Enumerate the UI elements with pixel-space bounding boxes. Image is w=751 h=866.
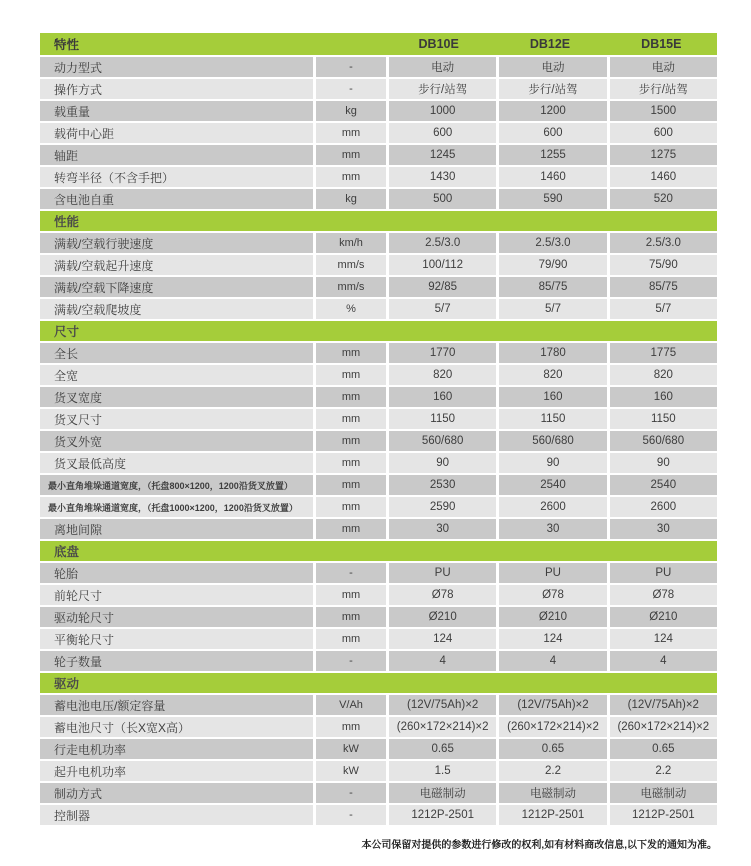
spec-row [40, 79, 717, 99]
spec-value-db15e: 4 [610, 651, 717, 671]
header-model-db10e: DB10E [418, 37, 459, 51]
spec-value-db10e: 30 [389, 519, 496, 539]
spec-row [40, 233, 717, 253]
spec-label: 最小直角堆垛通道宽度，（托盘800×1200，1200沿货叉放置） [40, 475, 313, 495]
spec-value-db15e: 85/75 [610, 277, 717, 297]
spec-value-db10e: 2.5/3.0 [389, 233, 496, 253]
spec-label: 平衡轮尺寸 [40, 629, 313, 649]
spec-row [40, 145, 717, 165]
header-unit-spacer [313, 33, 383, 55]
spec-value-db10e: 0.65 [389, 739, 496, 759]
spec-unit: % [316, 299, 386, 319]
spec-label: 行走电机功率 [40, 739, 313, 759]
spec-value-db15e: 5/7 [610, 299, 717, 319]
spec-value-db10e: 560/680 [389, 431, 496, 451]
spec-row [40, 717, 717, 737]
spec-value-db10e: 电磁制动 [389, 783, 496, 803]
spec-row [40, 563, 717, 583]
spec-value-db12e: 电磁制动 [499, 783, 606, 803]
spec-value-db12e: 590 [499, 189, 606, 209]
spec-value-db10e: 90 [389, 453, 496, 473]
spec-row [40, 761, 717, 781]
spec-unit: - [316, 783, 386, 803]
spec-value-db10e: 1430 [389, 167, 496, 187]
spec-value-db15e: 160 [610, 387, 717, 407]
table-header-row [40, 33, 717, 55]
spec-row [40, 365, 717, 385]
spec-value-db10e: (260×172×214)×2 [389, 717, 496, 737]
spec-value-db12e: 600 [499, 123, 606, 143]
spec-unit: - [316, 79, 386, 99]
spec-value-db12e: 步行/站驾 [499, 79, 606, 99]
spec-row [40, 167, 717, 187]
spec-value-db15e: 520 [610, 189, 717, 209]
spec-row [40, 277, 717, 297]
spec-value-db15e: 2540 [610, 475, 717, 495]
section-header-drive: 驱动 [40, 673, 717, 693]
spec-value-db10e: 1.5 [389, 761, 496, 781]
spec-value-db15e: 1212P-2501 [610, 805, 717, 825]
spec-value-db12e: 820 [499, 365, 606, 385]
spec-value-db10e: 820 [389, 365, 496, 385]
spec-value-db15e: 820 [610, 365, 717, 385]
spec-value-db15e: (260×172×214)×2 [610, 717, 717, 737]
spec-label: 动力型式 [40, 57, 313, 77]
spec-value-db15e: 1500 [610, 101, 717, 121]
spec-unit: mm [316, 519, 386, 539]
spec-value-db15e: 600 [610, 123, 717, 143]
spec-value-db10e: 2590 [389, 497, 496, 517]
spec-value-db12e: 1255 [499, 145, 606, 165]
spec-unit: kW [316, 761, 386, 781]
spec-value-db15e: 124 [610, 629, 717, 649]
spec-value-db15e: Ø210 [610, 607, 717, 627]
spec-row [40, 101, 717, 121]
spec-row [40, 387, 717, 407]
spec-value-db12e: 2.5/3.0 [499, 233, 606, 253]
spec-row [40, 739, 717, 759]
spec-label: 最小直角堆垛通道宽度，（托盘1000×1200，1200沿货叉放置） [40, 497, 313, 517]
spec-unit: mm [316, 167, 386, 187]
spec-value-db10e: 160 [389, 387, 496, 407]
spec-value-db15e: 75/90 [610, 255, 717, 275]
spec-value-db15e: 电磁制动 [610, 783, 717, 803]
spec-value-db12e: 160 [499, 387, 606, 407]
spec-value-db12e: (260×172×214)×2 [499, 717, 606, 737]
spec-unit: mm [316, 431, 386, 451]
spec-value-db12e: 2.2 [499, 761, 606, 781]
spec-row [40, 607, 717, 627]
spec-table [40, 33, 717, 827]
section-header-chassis: 底盘 [40, 541, 717, 561]
spec-value-db12e: 0.65 [499, 739, 606, 759]
spec-unit: - [316, 57, 386, 77]
spec-value-db10e: 5/7 [389, 299, 496, 319]
spec-value-db12e: 1460 [499, 167, 606, 187]
spec-value-db15e: 1275 [610, 145, 717, 165]
spec-value-db15e: (12V/75Ah)×2 [610, 695, 717, 715]
spec-row [40, 299, 717, 319]
spec-value-db10e: 500 [389, 189, 496, 209]
spec-value-db10e: 92/85 [389, 277, 496, 297]
spec-value-db15e: 560/680 [610, 431, 717, 451]
spec-unit: kg [316, 101, 386, 121]
spec-row [40, 409, 717, 429]
spec-value-db15e: 0.65 [610, 739, 717, 759]
spec-row [40, 343, 717, 363]
spec-value-db10e: 步行/站驾 [389, 79, 496, 99]
spec-value-db12e: 5/7 [499, 299, 606, 319]
spec-unit: - [316, 651, 386, 671]
spec-row [40, 629, 717, 649]
spec-value-db15e: 1775 [610, 343, 717, 363]
spec-row [40, 695, 717, 715]
spec-label: 转弯半径（不含手把） [40, 167, 313, 187]
spec-value-db12e: 1200 [499, 101, 606, 121]
spec-value-db10e: (12V/75Ah)×2 [389, 695, 496, 715]
spec-value-db15e: 1150 [610, 409, 717, 429]
spec-row [40, 255, 717, 275]
spec-row [40, 475, 717, 495]
spec-value-db15e: 电动 [610, 57, 717, 77]
spec-value-db10e: 2530 [389, 475, 496, 495]
spec-row [40, 189, 717, 209]
header-model-db15e: DB15E [641, 37, 682, 51]
spec-value-db12e: (12V/75Ah)×2 [499, 695, 606, 715]
spec-row [40, 431, 717, 451]
spec-value-db15e: 步行/站驾 [610, 79, 717, 99]
spec-value-db12e: 79/90 [499, 255, 606, 275]
spec-label: 前轮尺寸 [40, 585, 313, 605]
spec-unit: mm [316, 409, 386, 429]
spec-value-db15e: Ø78 [610, 585, 717, 605]
spec-label: 全宽 [40, 365, 313, 385]
spec-unit: mm [316, 585, 386, 605]
spec-value-db12e: Ø78 [499, 585, 606, 605]
spec-value-db10e: 1245 [389, 145, 496, 165]
spec-value-db15e: 2.2 [610, 761, 717, 781]
spec-unit: mm [316, 629, 386, 649]
spec-label: 离地间隙 [40, 519, 313, 539]
spec-value-db10e: 1770 [389, 343, 496, 363]
spec-value-db10e: 1150 [389, 409, 496, 429]
spec-label: 起升电机功率 [40, 761, 313, 781]
spec-unit: km/h [316, 233, 386, 253]
spec-label: 含电池自重 [40, 189, 313, 209]
spec-unit: mm [316, 717, 386, 737]
spec-row [40, 57, 717, 77]
spec-label: 货叉最低高度 [40, 453, 313, 473]
spec-value-db10e: 124 [389, 629, 496, 649]
spec-value-db12e: 560/680 [499, 431, 606, 451]
spec-value-db10e: 电动 [389, 57, 496, 77]
spec-label: 操作方式 [40, 79, 313, 99]
spec-value-db12e: 2600 [499, 497, 606, 517]
spec-value-db10e: PU [389, 563, 496, 583]
spec-value-db12e: 1212P-2501 [499, 805, 606, 825]
spec-value-db10e: 100/112 [389, 255, 496, 275]
spec-value-db12e: 90 [499, 453, 606, 473]
spec-unit: mm [316, 497, 386, 517]
spec-value-db15e: 1460 [610, 167, 717, 187]
spec-value-db10e: 1212P-2501 [389, 805, 496, 825]
spec-label: 驱动轮尺寸 [40, 607, 313, 627]
section-header-dimensions: 尺寸 [40, 321, 717, 341]
spec-label: 控制器 [40, 805, 313, 825]
spec-label: 载荷中心距 [40, 123, 313, 143]
spec-label: 满载/空载爬坡度 [40, 299, 313, 319]
spec-value-db15e: 90 [610, 453, 717, 473]
spec-unit: V/Ah [316, 695, 386, 715]
spec-label: 货叉尺寸 [40, 409, 313, 429]
spec-row [40, 783, 717, 803]
spec-unit: mm [316, 475, 386, 495]
spec-label: 轴距 [40, 145, 313, 165]
spec-value-db10e: 600 [389, 123, 496, 143]
spec-label: 满载/空载行驶速度 [40, 233, 313, 253]
spec-value-db12e: 30 [499, 519, 606, 539]
spec-value-db10e: 1000 [389, 101, 496, 121]
spec-unit: mm [316, 453, 386, 473]
spec-label: 货叉宽度 [40, 387, 313, 407]
spec-value-db12e: 2540 [499, 475, 606, 495]
spec-value-db12e: 电动 [499, 57, 606, 77]
spec-label: 全长 [40, 343, 313, 363]
spec-label: 蓄电池尺寸（长X宽X高） [40, 717, 313, 737]
spec-label: 满载/空载下降速度 [40, 277, 313, 297]
header-model-db12e: DB12E [529, 37, 571, 51]
spec-unit: mm [316, 607, 386, 627]
spec-unit: mm [316, 123, 386, 143]
spec-row [40, 805, 717, 825]
spec-label: 轮子数量 [40, 651, 313, 671]
spec-value-db12e: 85/75 [499, 277, 606, 297]
spec-unit: mm [316, 145, 386, 165]
spec-label: 轮胎 [40, 563, 313, 583]
spec-value-db15e: 30 [610, 519, 717, 539]
spec-value-db15e: 2.5/3.0 [610, 233, 717, 253]
spec-value-db15e: 2600 [610, 497, 717, 517]
spec-label: 货叉外宽 [40, 431, 313, 451]
spec-value-db12e: 124 [499, 629, 606, 649]
spec-value-db10e: Ø210 [389, 607, 496, 627]
spec-unit: kg [316, 189, 386, 209]
spec-label: 满载/空载起升速度 [40, 255, 313, 275]
spec-value-db12e: Ø210 [499, 607, 606, 627]
spec-unit: mm/s [316, 277, 386, 297]
spec-value-db12e: 1150 [499, 409, 606, 429]
spec-unit: kW [316, 739, 386, 759]
spec-value-db15e: PU [610, 563, 717, 583]
spec-row [40, 497, 717, 517]
spec-value-db12e: 1780 [499, 343, 606, 363]
spec-unit: - [316, 805, 386, 825]
spec-label: 制动方式 [40, 783, 313, 803]
spec-value-db10e: 4 [389, 651, 496, 671]
spec-unit: mm [316, 387, 386, 407]
spec-label: 蓄电池电压/额定容量 [40, 695, 313, 715]
header-feature-label: 特性 [54, 38, 80, 52]
footer-disclaimer: 本公司保留对提供的参数进行修改的权利,如有材料商改信息,以下发的通知为准。 [361, 840, 717, 851]
spec-unit: mm/s [316, 255, 386, 275]
spec-row [40, 519, 717, 539]
spec-unit: mm [316, 343, 386, 363]
spec-row [40, 453, 717, 473]
spec-unit: - [316, 563, 386, 583]
spec-unit: mm [316, 365, 386, 385]
spec-value-db12e: 4 [499, 651, 606, 671]
spec-row [40, 585, 717, 605]
spec-label: 载重量 [40, 101, 313, 121]
spec-row [40, 123, 717, 143]
spec-value-db10e: Ø78 [389, 585, 496, 605]
section-header-performance: 性能 [40, 211, 717, 231]
spec-value-db12e: PU [499, 563, 606, 583]
spec-row [40, 651, 717, 671]
